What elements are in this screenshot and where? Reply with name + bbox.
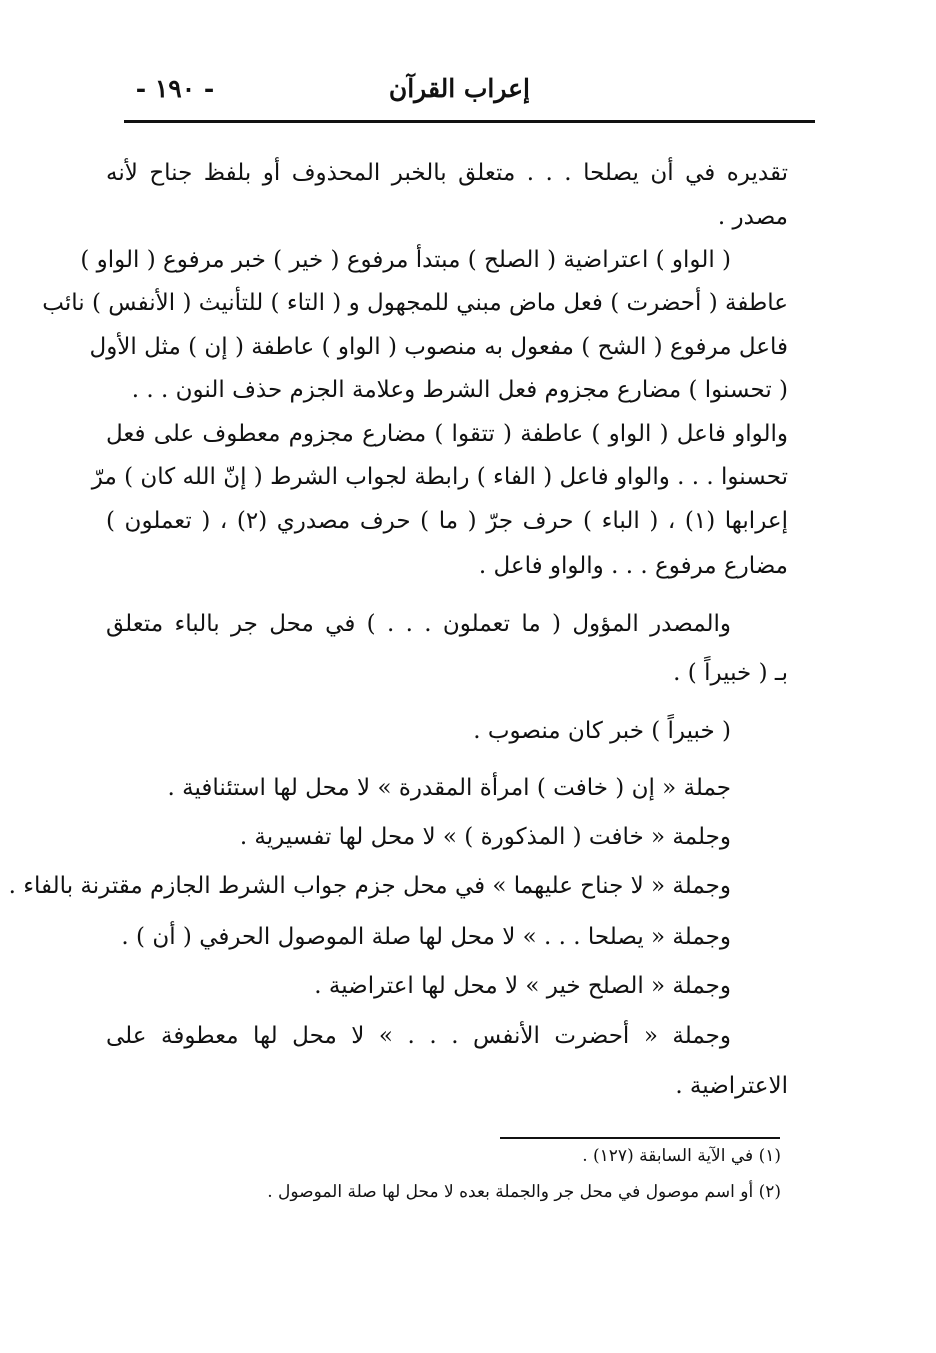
body-line: والواو فاعل ( الواو ) عاطفة ( تتقوا ) مضارع مجزوم معطوف على فعل (106, 421, 788, 447)
page-number: - ١٩٠ - (135, 74, 215, 103)
body-line: ( تحسنوا ) مضارع مجزوم فعل الشرط وعلامة الجزم حذف النون . . . (131, 377, 788, 403)
body-line: وجلمة « خافت ( المذكورة ) » لا محل لها تفسيرية . (239, 824, 731, 850)
body-line: ( الواو ) اعتراضية ( الصلح ) مبتدأ مرفوع ( خير ) خبر مرفوع ( الواو ) (80, 247, 731, 273)
body-line: تقديره في أن يصلحا . . . متعلق بالخبر المحذوف أو بلفظ جناح لأنه (106, 160, 788, 186)
body-line: وجملة « يصلحا . . . » لا محل لها صلة الموصول الحرفي ( أن ) . (121, 924, 731, 950)
header-divider (124, 120, 815, 123)
body-line: مصدر . (717, 204, 788, 230)
footnote: (٢) أو اسم موصول في محل جر والجملة بعده لا محل لها صلة الموصول . (267, 1182, 781, 1202)
body-line: والمصدر المؤول ( ما تعملون . . . ) في محل جر بالباء متعلق (106, 611, 731, 637)
footnote: (١) في الآية السابقة (١٢٧) . (582, 1146, 781, 1166)
body-line: جملة « إن ( خافت ) امرأة المقدرة » لا محل لها استئنافية . (167, 775, 731, 801)
page-title: إعراب القرآن (388, 74, 530, 103)
body-line: إعرابها (١) ، ( الباء ) حرف جرّ ( ما ) حرف مصدري (٢) ، ( تعملون ) (106, 508, 788, 534)
body-line: وجملة « أحضرت الأنفس . . . » لا محل لها معطوفة على (106, 1023, 731, 1049)
body-line: تحسنوا . . . والواو فاعل ( الفاء ) رابطة لجواب الشرط ( إنّ الله كان ) مرّ (91, 464, 788, 490)
page-header (120, 66, 820, 116)
footnote-divider (500, 1137, 780, 1139)
body-line: وجملة « لا جناح عليهما » في محل جزم جواب الشرط الجازم مقترنة بالفاء . (8, 873, 731, 899)
body-line: وجملة « الصلح خير » لا محل لها اعتراضية . (314, 973, 731, 999)
body-line: الاعتراضية . (675, 1073, 788, 1099)
body-line: عاطفة ( أحضرت ) فعل ماض مبني للمجهول و ( التاء ) للتأنيث ( الأنفس ) نائب (42, 290, 788, 316)
body-line: بـ ( خبيراً ) . (673, 660, 788, 686)
body-line: ( خبيراً ) خبر كان منصوب . (473, 718, 731, 744)
body-line: مضارع مرفوع . . . والواو فاعل . (478, 553, 788, 579)
body-line: فاعل مرفوع ( الشح ) مفعول به منصوب ( الواو ) عاطفة ( إن ) مثل الأول (89, 334, 788, 360)
